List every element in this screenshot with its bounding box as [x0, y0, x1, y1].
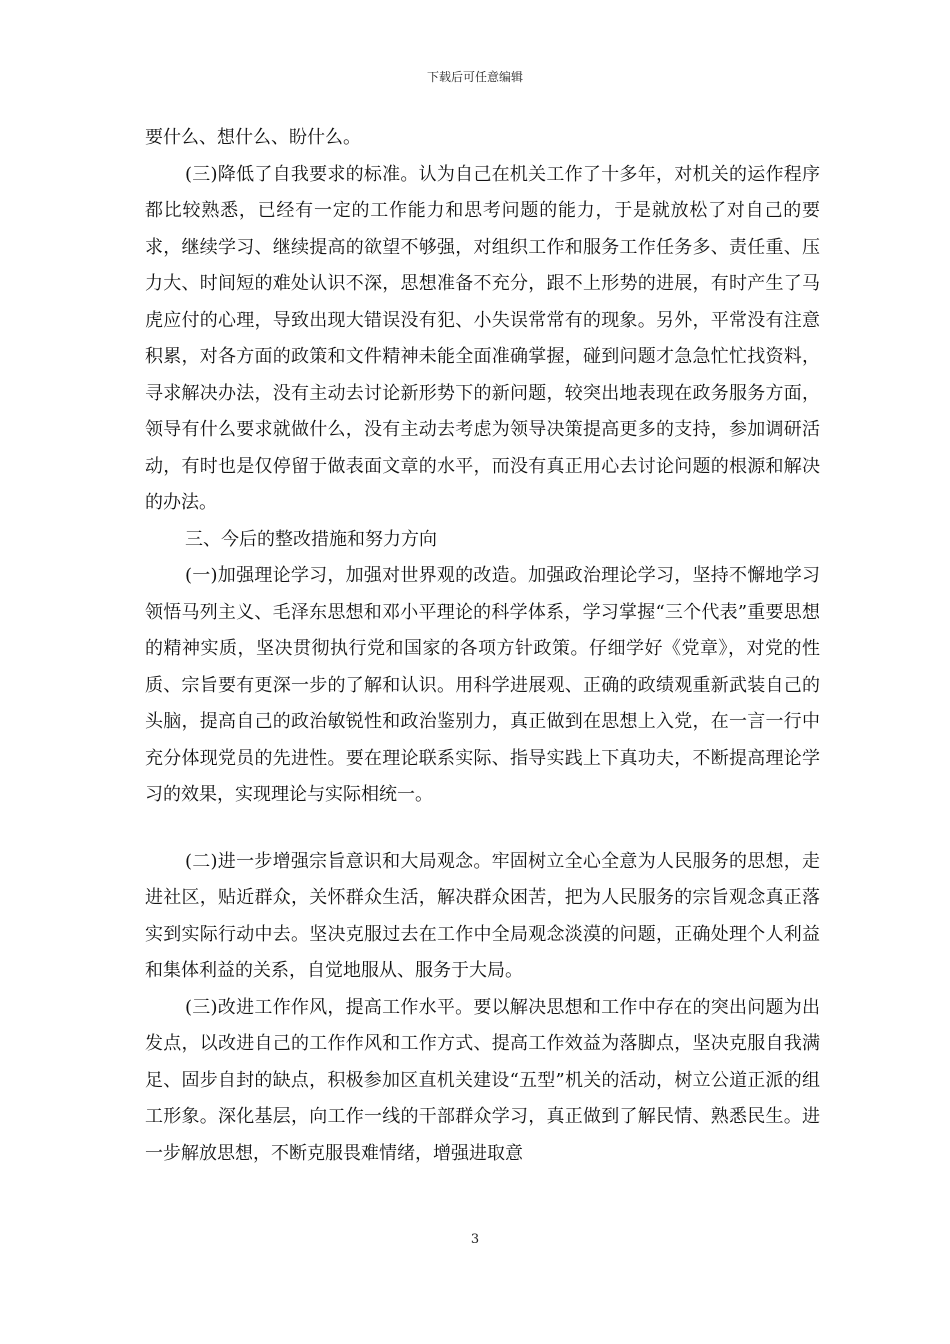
- paragraph-lowered-standards: (三)降低了自我要求的标准。认为自己在机关工作了十多年，对机关的运作程序都比较熟悉，已经有一定的工作能力和思考问题的能力，于是就放松了对自己的要求，继续学习、继续提高的欲望不够强，对组织工作和服务工作任务多、责任重、压力大、时间短的难处认识不深，思想准备不充分，跟不上形势的进展，有时产生了马虎应付的心理，导致出现大错误没有犯、小失误常常有的现象。另外，平常没有注意积累，对各方面的政策和文件精神未能全面准确掌握，碰到问题才急急忙忙找资料，寻求解决办法，没有主动去讨论新形势下的新问题，较突出地表现在政务服务方面，领导有什么要求就做什么，没有主动去考虑为领导决策提高更多的支持，参加调研活动，有时也是仅停留于做表面文章的水平，而没有真正用心去讨论问题的根源和解决的办法。: [145, 163, 820, 513]
- paragraph-theory-study: (一)加强理论学习，加强对世界观的改造。加强政治理论学习，坚持不懈地学习领悟马列主义、毛泽东思想和邓小平理论的科学体系，学习掌握“三个代表”重要思想的精神实质，坚决贯彻执行党和国家的各项方针政策。仔细学好《党章》，对党的性质、宗旨要有更深一步的了解和认识。用科学进展观、正确的政绩观重新武装自己的头脑，提高自己的政治敏锐性和政治鉴别力，真正做到在思想上入党，在一言一行中充分体现党员的先进性。要在理论联系实际、指导实践上下真功夫，不断提高理论学习的效果，实现理论与实际相统一。: [145, 565, 820, 805]
- paragraph-purpose-awareness: (二)进一步增强宗旨意识和大局观念。牢固树立全心全意为人民服务的思想，走进社区，贴近群众，关怀群众生活，解决群众困苦，把为人民服务的宗旨观念真正落实到实际行动中去。坚决克服过去在工作中全局观念淡漠的问题，正确处理个人利益和集体利益的关系，自觉地服从、服务于大局。: [145, 850, 820, 981]
- paragraph-gap: [145, 814, 820, 844]
- page-header-note: 下载后可任意编辑: [426, 70, 523, 84]
- page-number: 3: [470, 1232, 480, 1247]
- paragraph-work-style: (三)改进工作作风，提高工作水平。要以解决思想和工作中存在的突出问题为出发点，以改进自己的工作作风和工作方式、提高工作效益为落脚点，坚决克服自我满足、固步自封的缺点，积极参加区直机关建设“五型”机关的活动，树立公道正派的组工形象。深化基层，向工作一线的干部群众学习，真正做到了解民情、熟悉民生。进一步解放思想，不断克服畏难情绪，增强进取意: [145, 996, 820, 1164]
- paragraph-continuation: 要什么、想什么、盼什么。: [145, 127, 361, 148]
- section-heading-measures: 三、今后的整改措施和努力方向: [185, 528, 437, 550]
- document-body: [145, 120, 820, 1172]
